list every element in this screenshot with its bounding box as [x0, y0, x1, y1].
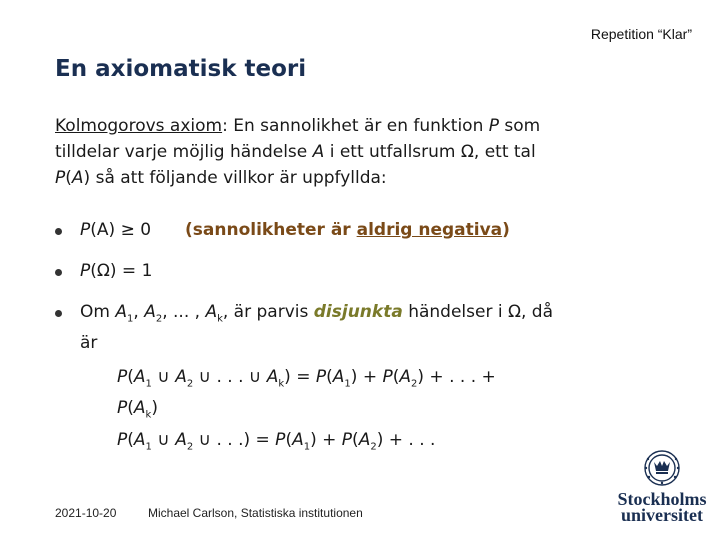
axiom-2-formula: (Ω) = 1	[90, 261, 153, 281]
header-tag: Repetition “Klar”	[590, 26, 692, 42]
bullet-axiom-2	[55, 259, 675, 285]
intro-line3-rest: ) så att följande villkor är uppfyllda:	[83, 168, 387, 188]
logo-line-2: universitet	[621, 505, 703, 525]
axiom-1-formula: (A) ≥ 0	[90, 220, 152, 240]
axiom-1-note: (sannolikheter är aldrig negativa)	[185, 220, 510, 240]
intro-text	[55, 113, 675, 191]
intro-line3-paren: (	[65, 168, 72, 188]
bullet-axiom-1	[55, 218, 675, 244]
bullet-dot	[55, 269, 62, 276]
p-symbol: P	[80, 220, 91, 240]
bullet-3-text: Om $A_1$, $A_2$, ... , $A_k$, är parvis disjunkta händelser i Ω, då är	[80, 302, 553, 354]
slide-title: En axiomatisk teori	[55, 56, 307, 82]
disjunkta-term: disjunkta	[313, 302, 403, 322]
footer-date: 2021-10-20	[55, 506, 117, 520]
intro-p: P	[488, 116, 500, 136]
bullet-3-line2: är	[80, 333, 98, 354]
intro-line3-p: P	[55, 168, 66, 188]
university-logo	[612, 448, 712, 523]
intro-a: A	[312, 142, 325, 162]
footer-author: Michael Carlson, Statistiska institutionen	[148, 506, 363, 520]
intro-line2-a: tilldelar varje möjlig händelse	[55, 142, 313, 162]
bullet-2-text	[80, 259, 152, 283]
bullet-dot	[55, 310, 62, 317]
intro-line2-b: i ett utfallsrum Ω, ett tal	[324, 142, 536, 162]
logo-line-1: Stockholms	[617, 489, 707, 509]
formula-finite-additivity: $P(A_1$ ∪ $A_2$ ∪ . . . ∪ $A_k) = P(A_1) + P(A_2)$ + . . . + $P(A_k)$	[117, 367, 496, 421]
kolmogorov-term: Kolmogorovs axiom	[55, 116, 223, 136]
bullet-axiom-3	[55, 300, 675, 354]
bullet-dot	[55, 228, 62, 235]
crown-emblem-icon	[612, 448, 712, 490]
formula-countable-additivity: $P(A_1$ ∪ $A_2$ ∪ . . .) = $P(A_1) + P(A_2)$ + . . .	[117, 430, 436, 453]
intro-line3-a: A	[71, 168, 84, 188]
p-symbol: P	[80, 261, 91, 281]
intro-line1-end: som	[499, 116, 541, 136]
intro-line1: : En sannolikhet är en funktion	[222, 116, 489, 136]
bullet-1-text	[80, 218, 510, 242]
